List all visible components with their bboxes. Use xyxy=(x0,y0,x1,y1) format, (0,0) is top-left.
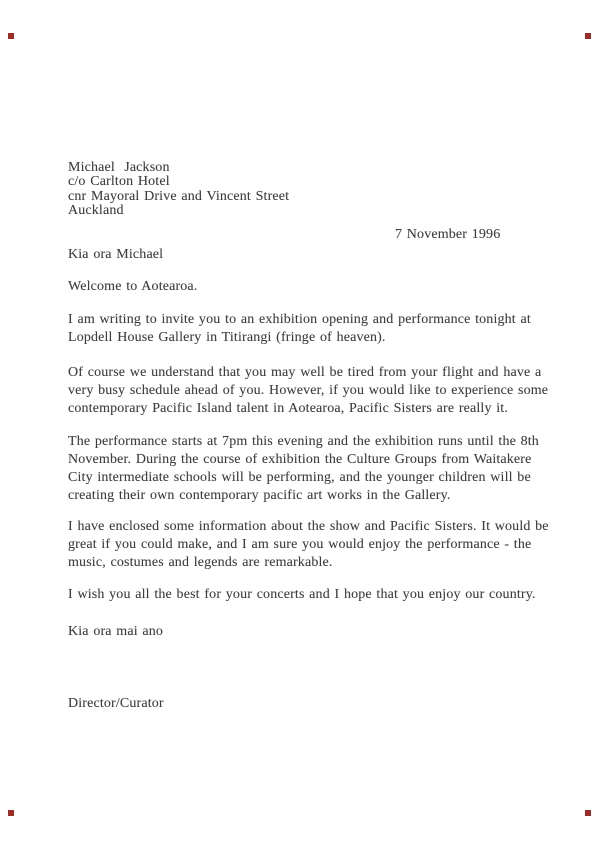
text-line: I am writing to invite you to an exhibition opening and performance tonight at xyxy=(68,312,531,327)
text-line: Auckland xyxy=(68,202,124,218)
letter-date: 7 November 1996 xyxy=(395,227,501,242)
text-line: Of course we understand that you may well be tired from your flight and have a xyxy=(68,365,542,380)
corner-mark-top-left xyxy=(8,33,14,39)
text-line: Lopdell House Gallery in Titirangi (fringe of heaven). xyxy=(68,330,386,345)
text-line: I wish you all the best for your concerts and I hope that you enjoy our country. xyxy=(68,587,536,602)
salutation: Kia ora Michael xyxy=(68,247,164,262)
text-line: City intermediate schools will be performing, and the younger children will be xyxy=(68,470,531,485)
text-line: great if you could make, and I am sure you would enjoy the performance - the xyxy=(68,537,532,552)
text-line: Michael Jackson xyxy=(68,160,170,175)
paragraph-best-wishes xyxy=(68,586,536,604)
corner-mark-bottom-right xyxy=(585,810,591,816)
text-line: contemporary Pacific Island talent in Aotearoa, Pacific Sisters are really it. xyxy=(68,401,508,416)
text-line: The performance starts at 7pm this evening and the exhibition runs until the 8th xyxy=(68,434,539,449)
text-line: Welcome to Aotearoa. xyxy=(68,279,198,294)
paragraph-invitation xyxy=(68,311,531,347)
text-line: very busy schedule ahead of you. However, if you would like to experience some xyxy=(68,383,549,398)
closing-phrase: Kia ora mai ano xyxy=(68,624,164,639)
text-line: creating their own contemporary pacific art works in the Gallery. xyxy=(68,488,451,503)
text-line: cnr Mayoral Drive and Vincent Street xyxy=(68,188,290,204)
signature-title: Director/Curator xyxy=(68,696,164,711)
paragraph-understanding xyxy=(68,364,548,418)
text-line: November. During the course of exhibition the Culture Groups from Waitakere xyxy=(68,452,532,467)
paragraph-enclosed-info xyxy=(68,518,549,572)
text-line: c/o Carlton Hotel xyxy=(68,174,170,190)
recipient-address xyxy=(68,161,289,218)
paragraph-welcome xyxy=(68,278,197,296)
corner-mark-top-right xyxy=(585,33,591,39)
text-line: music, costumes and legends are remarkable. xyxy=(68,555,333,570)
paragraph-performance-details xyxy=(68,433,539,505)
text-line: I have enclosed some information about the show and Pacific Sisters. It would be xyxy=(68,519,549,534)
corner-mark-bottom-left xyxy=(8,810,14,816)
